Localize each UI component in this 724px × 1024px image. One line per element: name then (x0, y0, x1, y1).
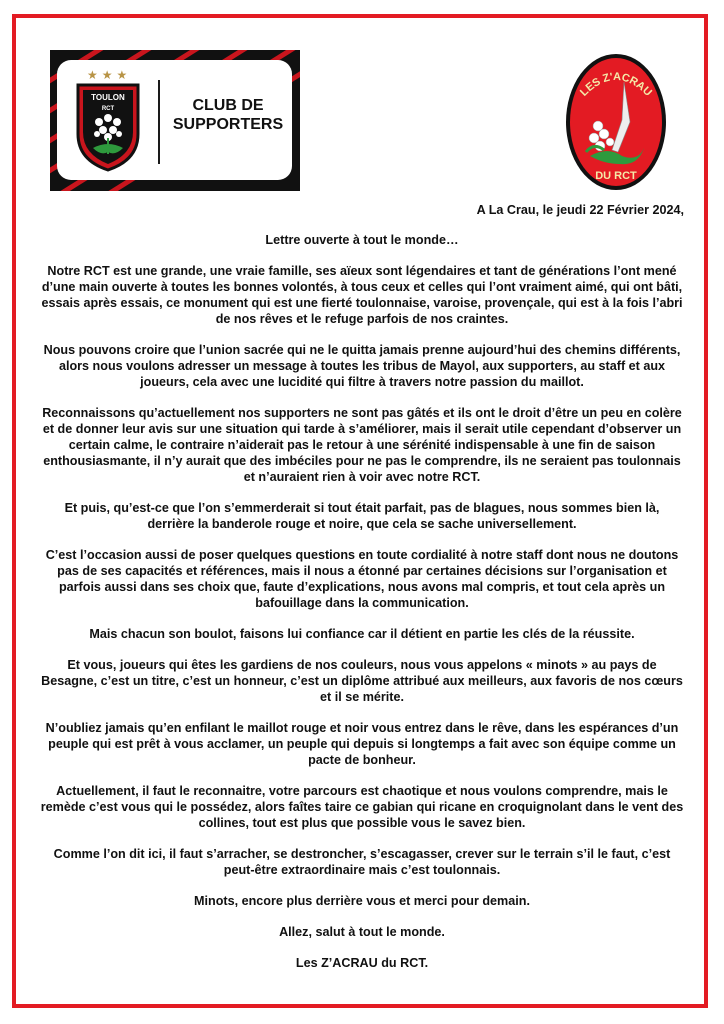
logo-card (57, 60, 292, 180)
club-title: CLUB DE SUPPORTERS (172, 97, 284, 133)
letter-paragraph: Mais chacun son boulot, faisons lui confiance car il détient en partie les clés de la réussite. (89, 627, 635, 641)
zacrau-emblem-icon (564, 52, 668, 192)
shield-text: TOULON (91, 93, 125, 102)
shield-sub: RCT (101, 106, 115, 112)
letter-paragraph: Actuellement, il faut le reconnaitre, votre parcours est chaotique et nous voulons comprendre, mais le remède c’est vous qui le possédez, alors faîtes taire ce gabian qui ricane en croquignolant dans le vent des collines, tout est plus que possible vous le savez bien. (40, 784, 684, 830)
letter-paragraph: Notre RCT est une grande, une vraie famille, ses aïeux sont légendaires et tant de générations l’ont mené d’une main ouverte à toutes les bonnes volontés, à tous ceux et celles qui l’ont vraiment aimé, qui ont bâti, essais après essais, ce monument qui est une fierté toulonnaise, varoise, provençale, qui est à la fois l’abri de nos rêves et le refuge parfois de nos craintes. (41, 264, 683, 326)
divider (158, 80, 160, 164)
letter-paragraph: Comme l’on dit ici, il faut s’arracher, se destroncher, s’escagasser, crever sur le terrain s’il le faut, c’est peut-être extraordinaire mais c’est toulonnais. (53, 847, 671, 877)
letter-salutation: Lettre ouverte à tout le monde… (265, 233, 459, 247)
club-logo-banner (50, 50, 300, 191)
emblem-top-text: LES Z'ACRAU (577, 70, 655, 99)
letter-paragraph: N’oubliez jamais qu’en enfilant le maillot rouge et noir vous entrez dans le rêve, dans les espérances d’un peuple qui est prêt à vous acclamer, un peuple qui depuis si longtemps a fait avec son équipe comme un pacte de bonheur. (45, 721, 679, 767)
letter-paragraph: Minots, encore plus derrière vous et merci pour demain. (194, 894, 530, 908)
letter-paragraph: C’est l’occasion aussi de poser quelques questions en toute cordialité à notre staff dont nous ne doutons pas de ses capacités et références, mais il nous a étonné par certaines décisions sur l’organisation et parfois aussi dans ses choix que, faute d’explications, nous avons mal compris, et tout cela après un bafouillage dans la communication. (45, 548, 679, 610)
stars-icon: ★★★ (87, 68, 132, 82)
rct-shield-icon (75, 82, 141, 172)
letter-paragraph: Et vous, joueurs qui êtes les gardiens de nos couleurs, nous vous appelons « minots » au pays de Besagne, c’est un titre, c’est un honneur, c’est un diplôme attribué aux meilleurs, aux favoris de nos cœurs et il se mérite. (41, 658, 683, 704)
letter-signature: Les Z’ACRAU du RCT. (295, 956, 429, 970)
letter-paragraph: Et puis, qu’est-ce que l’on s’emmerderait si tout était parfait, pas de blagues, nous sommes bien là, derrière la banderole rouge et noire, que cela se sache universellement. (64, 501, 660, 531)
emblem-bottom-text: DU RCT (595, 170, 637, 182)
letter-paragraph: Allez, salut à tout le monde. (279, 925, 445, 939)
letter-paragraph: Nous pouvons croire que l’union sacrée qui ne le quitta jamais prenne aujourd’hui des chemins différents, alors nous voulons adresser un message à toutes les tribus de Mayol, aux supporters, au staff et aux joueurs, cela avec une lucidité qui filtre à travers notre passion du maillot. (43, 343, 681, 389)
letter-paragraph: Reconnaissons qu’actuellement nos supporters ne sont pas gâtés et ils ont le droit d’être un peu en colère et de donner leur avis sur une situation qui tarde à s’améliorer, mais il serait utile cependant d’observer un certain calme, le contraire n’aiderait pas le retour à une sérénité indispensable à une fin de saison enthousiasmante, il n’y aurait que des imbéciles pour ne pas le comprendre, ils ne seraient pas toulonnais et n’auraient rien à voir avec notre RCT. (42, 406, 682, 484)
letter-body (40, 202, 684, 986)
letter-date: A La Crau, le jeudi 22 Février 2024, (476, 203, 684, 217)
